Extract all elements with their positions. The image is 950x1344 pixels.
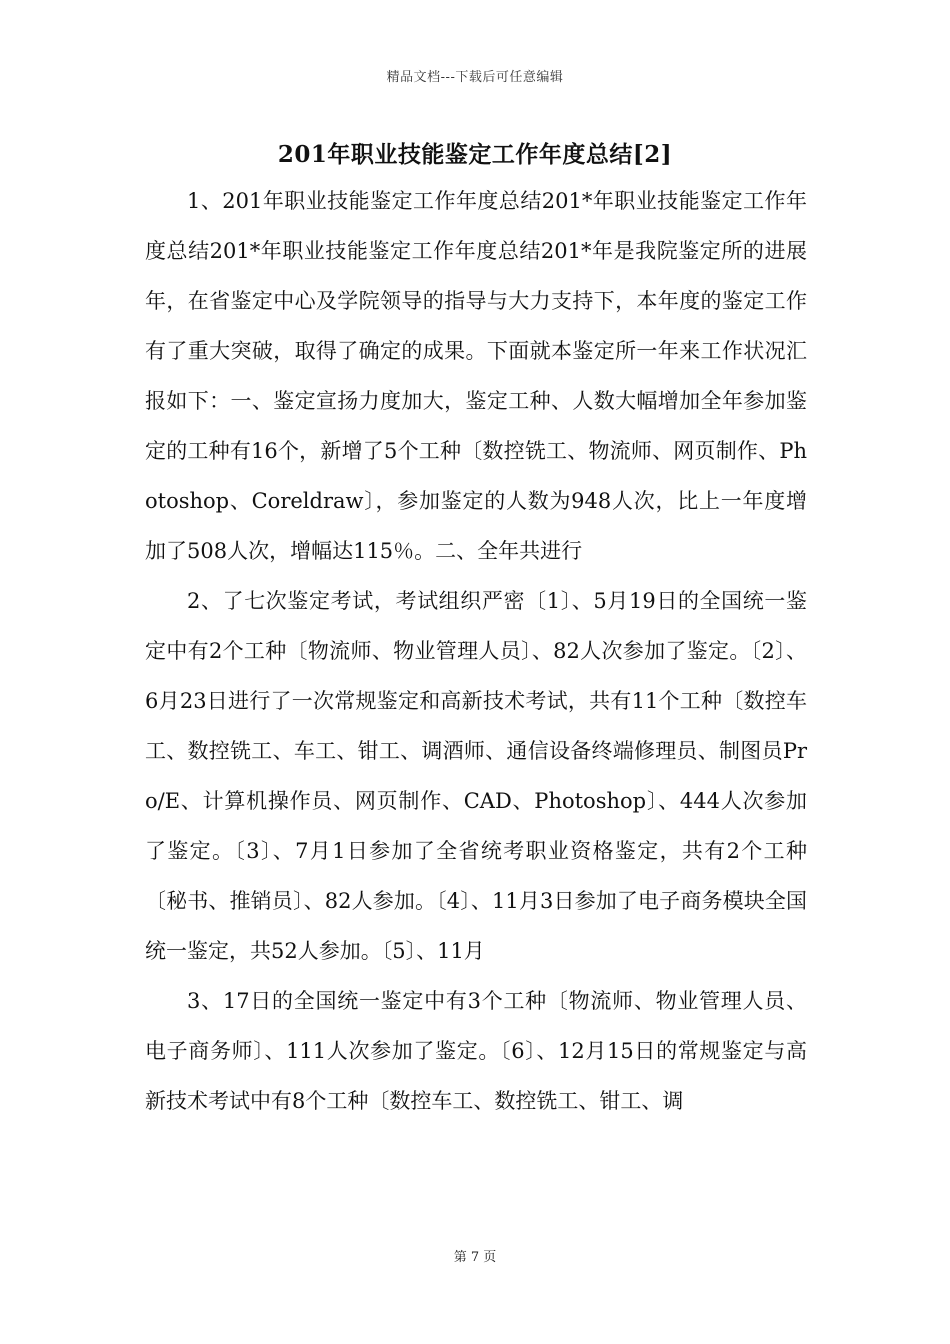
paragraph-2: 2、了七次鉴定考试，考试组织严密〔1〕、5月19日的全国统一鉴定中有2个工种〔物流师、物业管理人员〕、82人次参加了鉴定。〔2〕、6月23日进行了一次常规鉴定和高新技术考试，共有11个工种〔数控车工、数控铣工、车工、钳工、调酒师、通信设备终端修理员、制图员Pro/E、计算机操作员、网页制作、CAD、Photoshop〕、444人次参加了鉴定。〔3〕、7月1日参加了全省统考职业资格鉴定，共有2个工种〔秘书、推销员〕、82人参加。〔4〕、11月3日参加了电子商务模块全国统一鉴定，共52人参加。〔5〕、11月: [145, 589, 807, 963]
page-number: 第 7 页: [453, 1250, 497, 1265]
document-body: [145, 176, 807, 1126]
header-note: 精品文档---下载后可任意编辑: [386, 70, 564, 85]
paragraph-1: 1、201年职业技能鉴定工作年度总结201*年职业技能鉴定工作年度总结201*年职业技能鉴定工作年度总结201*年是我院鉴定所的进展年，在省鉴定中心及学院领导的指导与大力支持下，本年度的鉴定工作有了重大突破，取得了确定的成果。下面就本鉴定所一年来工作状况汇报如下：一、鉴定宣扬力度加大，鉴定工种、人数大幅增加全年参加鉴定的工种有16个，新增了5个工种〔数控铣工、物流师、网页制作、Photoshop、Coreldraw〕，参加鉴定的人数为948人次，比上一年度增加了508人次，增幅达115％。二、全年共进行: [145, 189, 807, 563]
document-title: 201年职业技能鉴定工作年度总结[2]: [277, 141, 673, 168]
paragraph-3: 3、17日的全国统一鉴定中有3个工种〔物流师、物业管理人员、电子商务师〕、111人次参加了鉴定。〔6〕、12月15日的常规鉴定与高新技术考试中有8个工种〔数控车工、数控铣工、钳工、调: [145, 989, 807, 1113]
